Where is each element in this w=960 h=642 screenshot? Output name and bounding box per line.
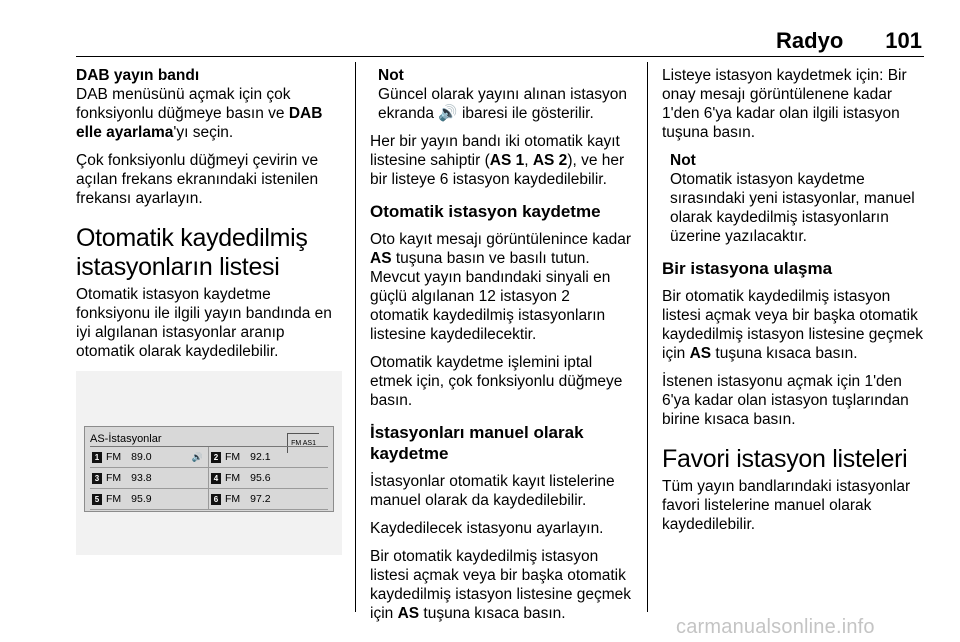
bold-text: AS 1	[489, 152, 525, 169]
preset-frequency: 92.1	[250, 450, 271, 463]
preset-number: 6	[211, 494, 221, 505]
subsection-heading: Otomatik istasyon kaydetme	[370, 202, 601, 221]
column-2	[370, 66, 632, 632]
preset-number: 1	[92, 452, 102, 463]
radio-display	[84, 426, 334, 512]
note-text: Otomatik istasyon kaydetme sırasındaki yeni istasyonlar, manuel olarak kaydedilmiş istasyonların üzerine yazılacaktır.	[670, 171, 915, 245]
preset-4	[209, 468, 328, 489]
preset-frequency: 95.9	[131, 492, 152, 505]
radio-list-tag: FM AS1	[287, 433, 319, 453]
preset-2	[209, 447, 328, 468]
column-3	[662, 66, 926, 543]
preset-number: 5	[92, 494, 102, 505]
paragraph	[662, 287, 926, 363]
preset-frequency: 89.0	[131, 450, 152, 463]
preset-band: FM	[225, 492, 241, 505]
text: Oto kayıt mesajı görüntülenince kadar	[370, 231, 632, 248]
watermark: carmanualsonline.info	[676, 616, 875, 638]
section-title: Radyo	[776, 28, 844, 53]
preset-number: 3	[92, 473, 102, 484]
column-divider	[647, 62, 648, 612]
dab-paragraph-2: Çok fonksiyonlu düğmeyi çevirin ve açılan frekans ekranındaki istenilen frekansı ayarlayın.	[76, 152, 319, 207]
text: Bir otomatik kaydedilmiş istasyon listesi açmak veya bir başka otomatik kaydedilmiş istasyon listesine geçmek için	[370, 548, 632, 622]
note-title: Not	[670, 152, 696, 169]
paragraph: İstasyonlar otomatik kayıt listelerine manuel olarak da kaydedilebilir.	[370, 473, 615, 509]
text: tuşuna kısaca basın.	[419, 605, 566, 622]
page-header	[776, 28, 922, 54]
header-rule	[76, 56, 924, 57]
text: Her bir yayın bandı iki otomatik kayıt listesine sahiptir (	[370, 133, 620, 169]
speaker-icon: 🔊	[191, 451, 203, 462]
preset-6	[209, 489, 328, 510]
bold-text: AS	[689, 345, 712, 362]
text: Bir otomatik kaydedilmiş istasyon listesi açmak veya bir başka otomatik kaydedilmiş istasyon listesine geçmek için	[662, 288, 924, 362]
preset-band: FM	[225, 450, 241, 463]
paragraph: Listeye istasyon kaydetmek için: Bir onay mesajı görüntülenene kadar 1'den 6'ya kadar olan ilgili istasyon tuşuna basın.	[662, 67, 907, 141]
preset-number: 2	[211, 452, 221, 463]
preset-frequency: 97.2	[250, 492, 271, 505]
bold-text: DAB elle ayarlama	[76, 105, 323, 141]
dab-heading: DAB yayın bandı	[76, 67, 200, 84]
text: tuşuna kısaca basın.	[711, 345, 858, 362]
note-text: ibaresi ile gösterilir.	[457, 105, 594, 122]
preset-number: 4	[211, 473, 221, 484]
radio-screen-illustration	[76, 371, 342, 555]
paragraph: İstenen istasyonu açmak için 1'den 6'ya kadar olan istasyon tuşlarından birine kısaca basın.	[662, 373, 909, 428]
column-divider	[355, 62, 356, 612]
subsection-heading: Bir istasyona ulaşma	[662, 259, 833, 278]
speaker-icon: 🔊	[438, 105, 458, 122]
preset-grid	[90, 446, 328, 509]
page-number: 101	[885, 28, 922, 53]
note-box	[662, 151, 926, 246]
note-text: Güncel olarak yayını alınan istasyon ekranda	[378, 86, 627, 122]
preset-3	[90, 468, 209, 489]
dab-paragraph-1	[76, 85, 342, 142]
preset-1	[90, 447, 209, 468]
text: ,	[524, 152, 533, 169]
preset-band: FM	[106, 450, 122, 463]
preset-frequency: 93.8	[131, 471, 152, 484]
paragraph: Otomatik istasyon kaydetme fonksiyonu ile ilgili yayın bandında en iyi algılanan istasyonlar aranıp otomatik olarak kaydedilebilir.	[76, 286, 332, 360]
text: 'yı seçin.	[173, 124, 234, 141]
preset-frequency: 95.6	[250, 471, 271, 484]
preset-band: FM	[106, 471, 122, 484]
paragraph: Otomatik kaydetme işlemini iptal etmek için, çok fonksiyonlu düğmeye basın.	[370, 354, 623, 409]
note-box	[370, 66, 632, 123]
paragraph	[370, 230, 632, 344]
paragraph: Tüm yayın bandlarındaki istasyonlar favori listelerine manuel olarak kaydedilebilir.	[662, 478, 911, 533]
note-title: Not	[378, 67, 404, 84]
bold-text: AS 2	[532, 152, 568, 169]
paragraph: Kaydedilecek istasyonu ayarlayın.	[370, 520, 604, 537]
column-1	[76, 66, 342, 555]
preset-5	[90, 489, 209, 510]
section-heading: Otomatik kaydedilmiş istasyonların listesi	[76, 224, 308, 281]
preset-band: FM	[106, 492, 122, 505]
text: DAB menüsünü açmak için çok fonksiyonlu düğmeye basın ve	[76, 86, 291, 122]
paragraph	[370, 547, 632, 623]
text: ), ve her bir listeye 6 istasyon kaydedilebilir.	[370, 152, 625, 188]
bold-text: AS	[370, 250, 392, 267]
subsection-heading: İstasyonları manuel olarak kaydetme	[370, 423, 584, 463]
section-heading: Favori istasyon listeleri	[662, 445, 908, 473]
radio-list-title: AS-İstasyonlar	[90, 433, 162, 445]
text: tuşuna basın ve basılı tutun. Mevcut yayın bandındaki sinyali en güçlü algılanan 12 istasyon 2 otomatik kaydedilmiş istasyonların listesine kaydedilecektir.	[370, 250, 611, 343]
paragraph	[370, 132, 632, 189]
preset-band: FM	[225, 471, 241, 484]
bold-text: AS	[397, 605, 420, 622]
